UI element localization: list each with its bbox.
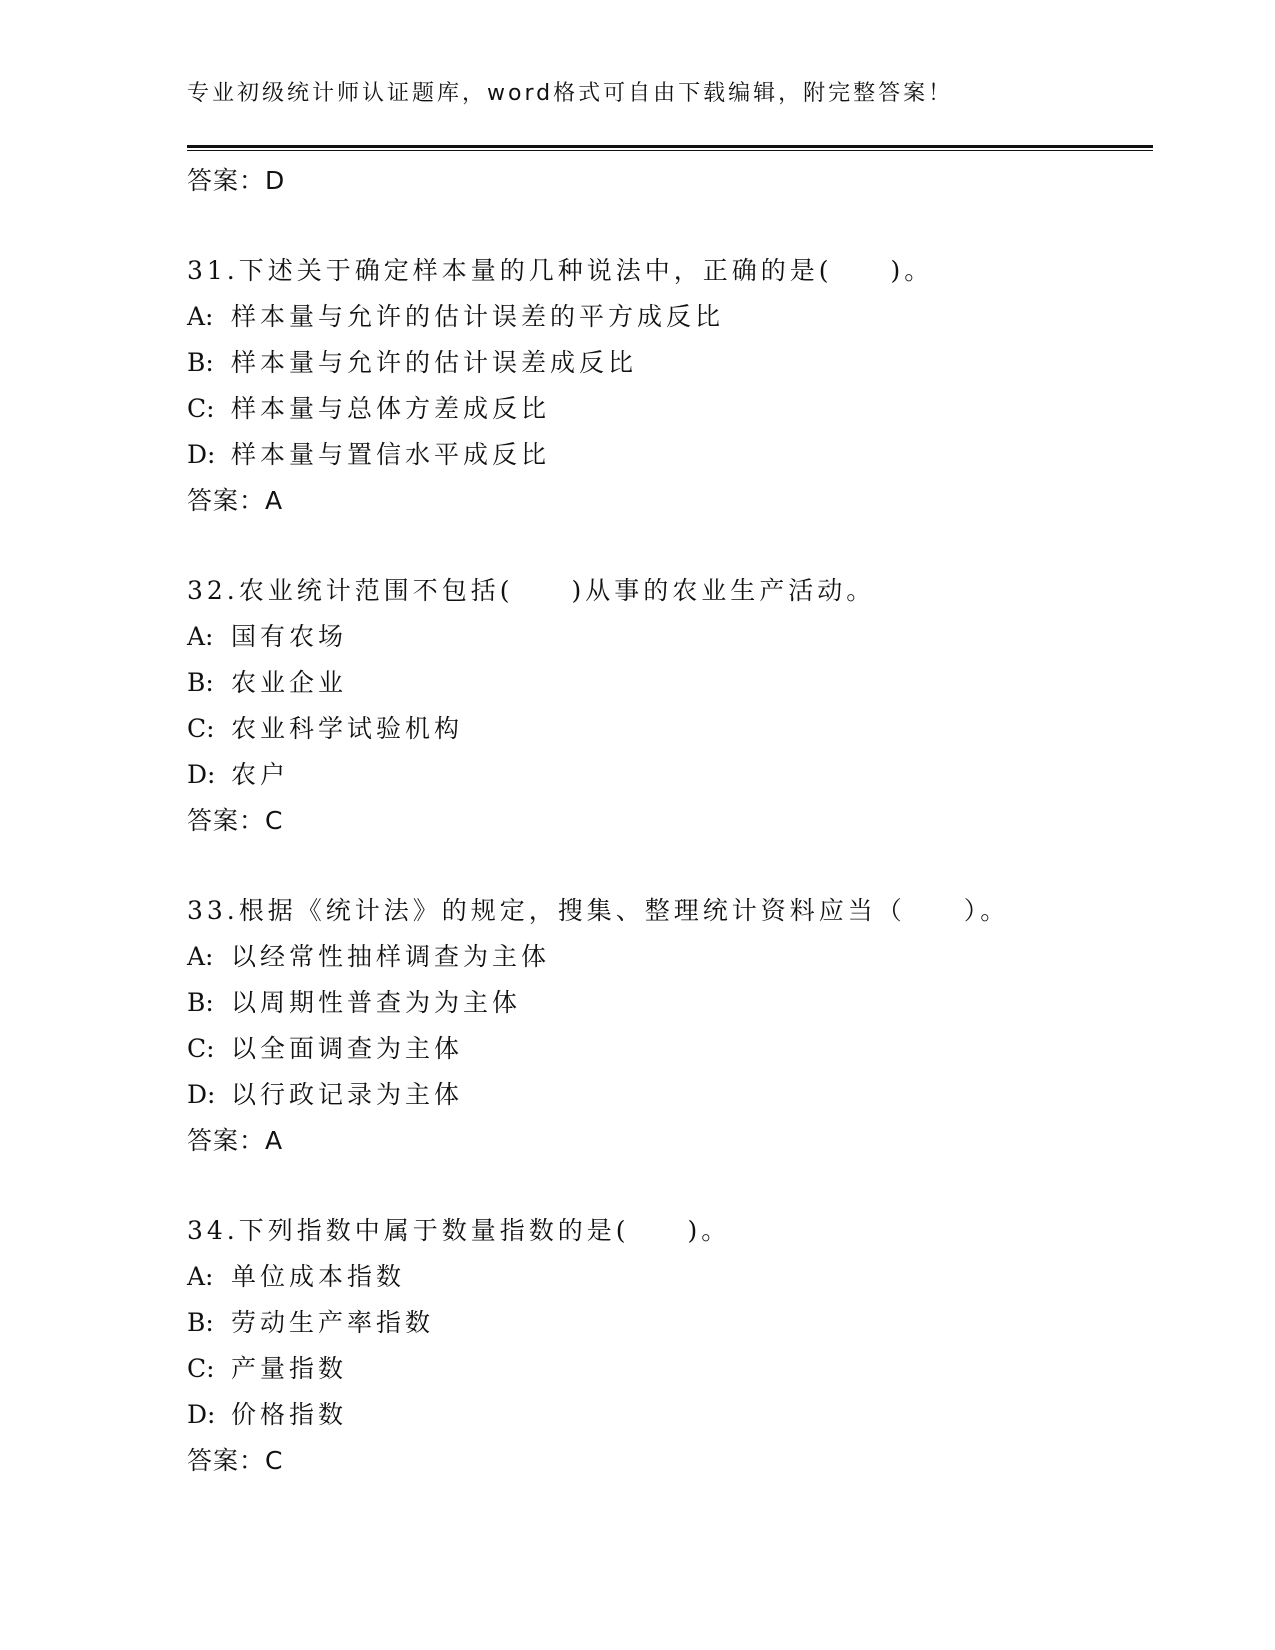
answer: 答案：C xyxy=(187,1446,284,1475)
option-text: 样本量与置信水平成反比 xyxy=(231,440,551,469)
option-text: 劳动生产率指数 xyxy=(231,1308,435,1337)
page-header: 专业初级统计师认证题库，word格式可自由下载编辑，附完整答案！ xyxy=(187,81,954,106)
answer: 答案：C xyxy=(187,806,284,835)
question-stem: 33.根据《统计法》的规定，搜集、整理统计资料应当（ ）。 xyxy=(187,896,1010,925)
option-label: D: xyxy=(187,760,216,789)
option-label: A: xyxy=(187,942,214,971)
option-text: 农业科学试验机构 xyxy=(231,714,464,743)
option-a xyxy=(187,934,1153,980)
option-text: 以经常性抽样调查为主体 xyxy=(231,942,551,971)
option-text: 以全面调查为主体 xyxy=(231,1034,464,1063)
option-label: C: xyxy=(187,1354,215,1383)
question-33 xyxy=(187,888,1153,1164)
option-c xyxy=(187,386,1153,432)
answer: 答案：A xyxy=(187,486,284,515)
question-31 xyxy=(187,248,1153,524)
option-c xyxy=(187,706,1153,752)
option-label: C: xyxy=(187,1034,215,1063)
option-d xyxy=(187,432,1153,478)
option-a xyxy=(187,614,1153,660)
question-stem: 34.下列指数中属于数量指数的是( )。 xyxy=(187,1216,731,1245)
option-label: C: xyxy=(187,714,215,743)
option-text: 样本量与允许的估计误差成反比 xyxy=(231,348,638,377)
question-stem: 32.农业统计范围不包括( )从事的农业生产活动。 xyxy=(187,576,876,605)
option-label: C: xyxy=(187,394,215,423)
option-text: 单位成本指数 xyxy=(231,1262,406,1291)
option-d xyxy=(187,752,1153,798)
option-label: A: xyxy=(187,622,214,651)
option-label: B: xyxy=(187,988,214,1017)
option-text: 样本量与允许的估计误差的平方成反比 xyxy=(231,302,725,331)
option-a xyxy=(187,1254,1153,1300)
option-label: A: xyxy=(187,1262,214,1291)
option-d xyxy=(187,1072,1153,1118)
option-text: 农户 xyxy=(231,760,290,789)
option-b xyxy=(187,1300,1153,1346)
option-b xyxy=(187,340,1153,386)
option-text: 国有农场 xyxy=(231,622,348,651)
option-a xyxy=(187,294,1153,340)
option-text: 价格指数 xyxy=(231,1400,348,1429)
option-text: 以周期性普查为为主体 xyxy=(231,988,522,1017)
option-label: A: xyxy=(187,302,214,331)
option-c xyxy=(187,1026,1153,1072)
option-text: 以行政记录为主体 xyxy=(231,1080,464,1109)
option-text: 样本量与总体方差成反比 xyxy=(231,394,551,423)
option-label: D: xyxy=(187,1400,216,1429)
option-b xyxy=(187,660,1153,706)
header-rule-thick xyxy=(187,145,1153,148)
question-34 xyxy=(187,1208,1153,1484)
option-label: B: xyxy=(187,348,214,377)
option-label: B: xyxy=(187,668,214,697)
option-label: B: xyxy=(187,1308,214,1337)
option-text: 产量指数 xyxy=(231,1354,348,1383)
option-label: D: xyxy=(187,440,216,469)
option-text: 农业企业 xyxy=(231,668,348,697)
previous-answer: 答案：D xyxy=(187,166,286,195)
question-stem: 31.下述关于确定样本量的几种说法中，正确的是( )。 xyxy=(187,256,934,285)
option-d xyxy=(187,1392,1153,1438)
option-b xyxy=(187,980,1153,1026)
answer: 答案：A xyxy=(187,1126,284,1155)
header-rule-thin xyxy=(187,150,1153,151)
option-c xyxy=(187,1346,1153,1392)
option-label: D: xyxy=(187,1080,216,1109)
question-list xyxy=(187,158,1153,1484)
question-32 xyxy=(187,568,1153,844)
